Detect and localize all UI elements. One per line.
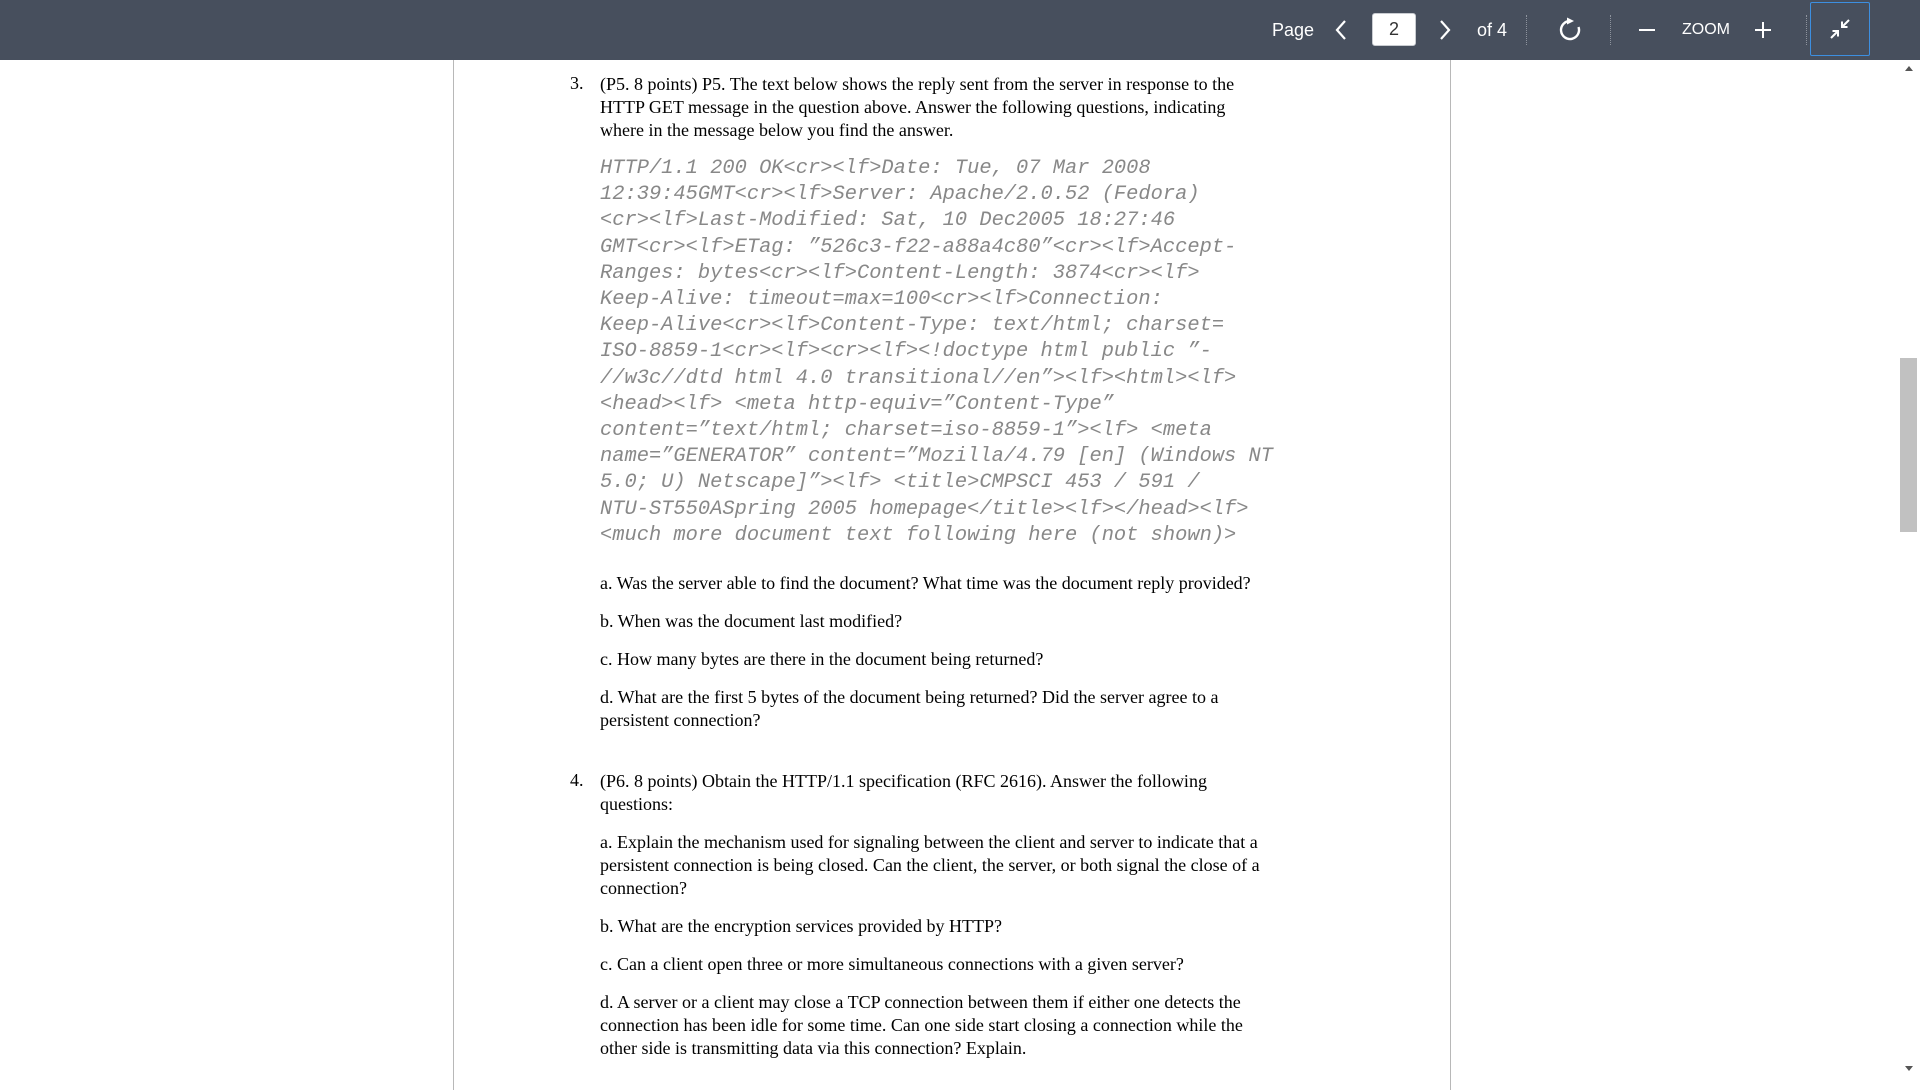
question-3-intro [600,73,1320,142]
text-line: b. What are the encryption services provided by HTTP? [600,916,1003,936]
page-number-input[interactable] [1372,13,1416,46]
text-line: d. A server or a client may close a TCP connection between them if either one detects the [600,992,1241,1012]
toolbar-divider [1610,15,1611,45]
text-line: persistent connection is being closed. Can the client, the server, or both signal the close of a [600,855,1260,875]
text-line: b. When was the document last modified? [600,611,903,631]
code-line: Keep-Alive<cr><lf>Content-Type: text/html; charset= [600,314,1225,338]
code-line: 5.0; U) Netscape]”><lf> <title>CMPSCI 453 / 591 / [600,471,1200,495]
code-line: Keep-Alive: timeout=max=100<cr><lf>Connection: [600,288,1163,312]
exit-fullscreen-button[interactable] [1810,2,1870,56]
collapse-icon [1828,17,1852,41]
code-line: <much more document text following here (not shown)> [600,523,1237,547]
code-line: ISO-8859-1<cr><lf><cr><lf><!doctype html public ”- [600,340,1212,364]
code-line: name=”GENERATOR” content=”Mozilla/4.79 [en] (Windows NT [600,445,1274,469]
zoom-out-button[interactable] [1632,0,1662,60]
toolbar-divider [1806,15,1807,45]
next-page-button[interactable] [1430,0,1460,60]
plus-icon [1753,20,1773,40]
question-4-part-c [600,953,1320,976]
question-number: 4. [570,770,584,790]
scroll-down-arrow-icon[interactable] [1905,1066,1913,1071]
question-4-part-d [600,991,1320,1060]
text-line: connection? [600,878,687,898]
question-3-part-b [600,610,1320,633]
text-line: questions: [600,794,674,814]
text-line: other side is transmitting data via this connection? Explain. [600,1038,1027,1058]
code-line: <head><lf> <meta http-equiv=”Content-Type” [600,392,1114,416]
http-response-code-block [600,156,1360,549]
question-number: 3. [570,73,584,93]
question-3-part-c [600,648,1320,671]
text-line: HTTP GET message in the question above. Answer the following questions, indicating [600,97,1226,117]
pdf-toolbar [0,0,1920,60]
rotate-button[interactable] [1550,0,1590,60]
text-line: a. Explain the mechanism used for signaling between the client and server to indicate that a [600,832,1258,852]
text-line: d. What are the first 5 bytes of the document being returned? Did the server agree to a [600,687,1219,707]
text-line: c. Can a client open three or more simultaneous connections with a given server? [600,954,1184,974]
previous-page-button[interactable] [1326,0,1356,60]
text-line: where in the message below you find the answer. [600,120,954,140]
page-label: Page [1271,19,1315,40]
code-line: GMT<cr><lf>ETag: ”526c3-f22-a88a4c80”<cr><lf>Accept- [600,235,1237,259]
text-line: c. How many bytes are there in the document being returned? [600,649,1044,669]
scrollbar-thumb[interactable] [1900,358,1917,532]
text-line: (P6. 8 points) Obtain the HTTP/1.1 specification (RFC 2616). Answer the following [600,771,1207,791]
question-4-intro [600,770,1320,816]
question-3-part-a [600,572,1320,595]
code-line: <cr><lf>Last-Modified: Sat, 10 Dec2005 18:27:46 [600,209,1176,233]
code-line: Ranges: bytes<cr><lf>Content-Length: 3874<cr><lf> [600,261,1200,285]
text-line: a. Was the server able to find the document? What time was the document reply provided? [600,573,1251,593]
chevron-left-icon [1334,19,1348,41]
text-line: persistent connection? [600,710,761,730]
zoom-label: ZOOM [1682,21,1730,38]
text-line: (P5. 8 points) P5. The text below shows the reply sent from the server in response to the [600,74,1235,94]
code-line: content=”text/html; charset=iso-8859-1”><lf> <meta [600,419,1212,443]
text-line: connection has been idle for some time. Can one side start closing a connection while the [600,1015,1243,1035]
zoom-in-button[interactable] [1748,0,1778,60]
question-3-part-d [600,686,1320,732]
vertical-scrollbar[interactable] [1898,60,1920,1080]
chevron-right-icon [1438,19,1452,41]
code-line: 12:39:45GMT<cr><lf>Server: Apache/2.0.52 (Fedora) [600,183,1200,207]
rotate-icon [1557,17,1583,43]
code-line: HTTP/1.1 200 OK<cr><lf>Date: Tue, 07 Mar 2008 [600,157,1151,180]
code-line: NTU-ST550ASpring 2005 homepage</title><lf></head><lf> [600,497,1249,521]
document-viewer[interactable] [0,60,1920,1080]
toolbar-divider [1526,15,1527,45]
minus-icon [1637,20,1657,40]
question-4-part-a [600,831,1320,900]
code-line: //w3c//dtd html 4.0 transitional//en”><lf><html><lf> [600,366,1237,390]
question-4-part-b [600,915,1320,938]
scroll-up-arrow-icon[interactable] [1905,66,1913,71]
page-count-label: of 4 [1476,19,1508,40]
